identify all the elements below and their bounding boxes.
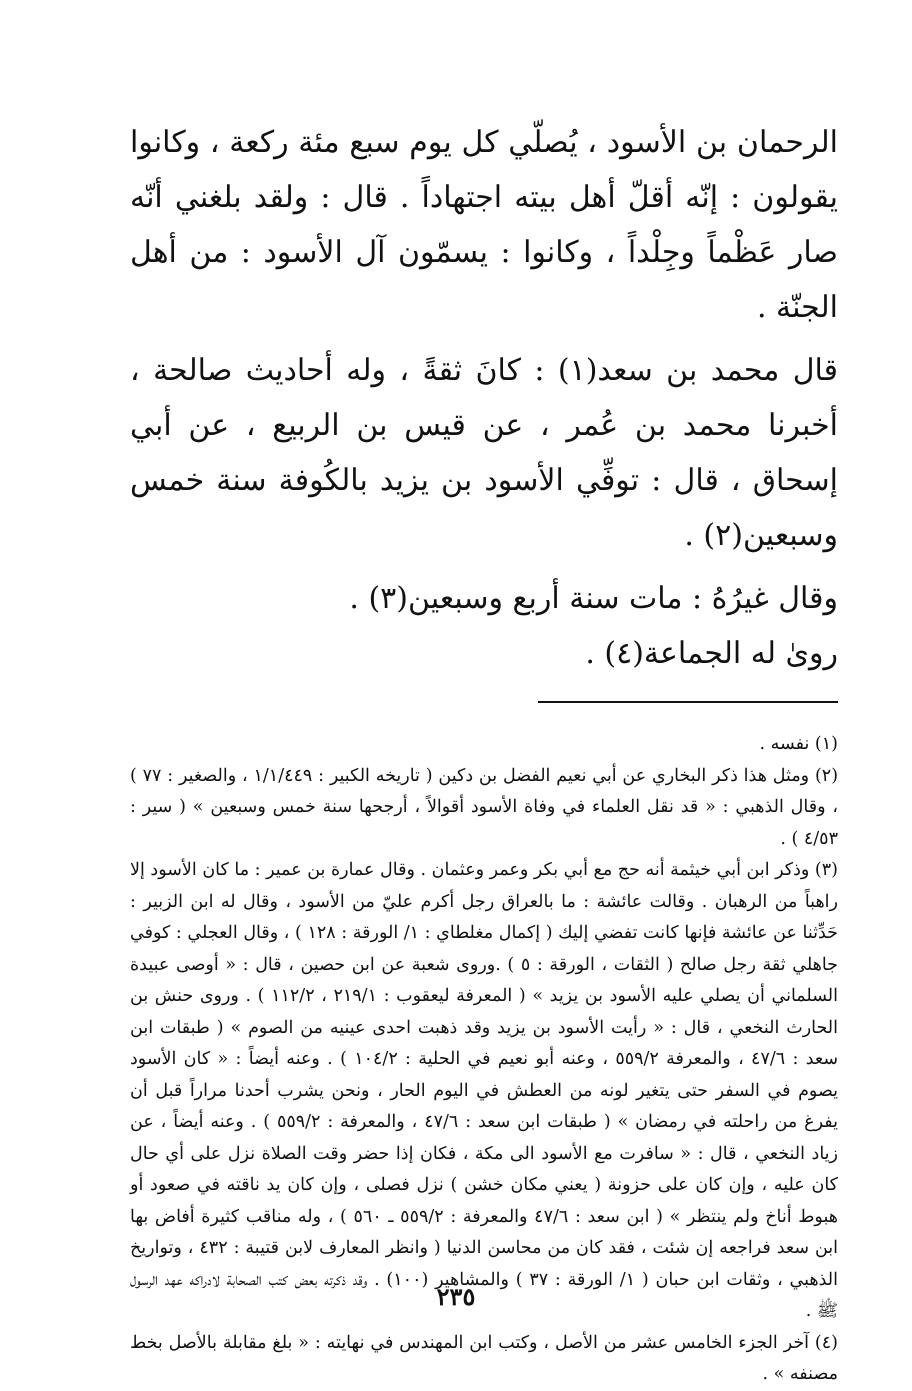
main-paragraph-4: روىٰ له الجماعة(٤) . bbox=[585, 636, 838, 671]
main-paragraph-3: وقال غيرُهُ : مات سنة أربع وسبعين(٣) . bbox=[349, 581, 838, 616]
page-body bbox=[130, 115, 838, 1391]
main-text bbox=[130, 115, 838, 681]
footnote-4: (٤) آخر الجزء الخامس عشر من الأصل ، وكتب ابن المهندس في نهايته : « بلغ مقابلة بالأصل بخط مصنفه » . bbox=[130, 1332, 838, 1384]
footnote-1: (١) نفسه . bbox=[759, 734, 838, 754]
main-paragraph-1: الرحمان بن الأسود ، يُصلّي كل يوم سبع مئة ركعة ، وكانوا يقولون : إنّه أقلّ أهل بيته اجتهاداً . قال : ولقد بلغني أنّه صار عَظْماً وجِلْداً ، وكانوا : يسمّون آل الأسود : من أهل الجنّة . bbox=[130, 125, 838, 325]
footnote-separator bbox=[538, 701, 838, 703]
main-paragraph-2: قال محمد بن سعد(١) : كانَ ثقةً ، وله أحاديث صالحة ، أخبرنا محمد بن عُمر ، عن قيس بن الربيع ، عن أبي إسحاق ، قال : توفِّي الأسود بن يزيد بالكُوفة سنة خمس وسبعين(٢) . bbox=[130, 353, 838, 553]
footnote-3: (٣) وذكر ابن أبي خيثمة أنه حج مع أبي بكر وعمر وعثمان . وقال عمارة بن عمير : ما كان الأسود إلا راهباً من الرهبان . وقالت عائشة : ما بالعراق رجل أكرم عليّ من الأسود ، وقال له ابن الزبير : حَدِّثنا عن عائشة فإنها كانت تفضي إليك ( إكمال مغلطاي : ١/ الورقة : ١٢٨ ) ، وقال العجلي : كوفي جاهلي ثقة رجل صالح ( الثقات ، الورقة : ٥ ) .وروى شعبة عن ابن حصين ، قال : « أوصى عبيدة السلماني أن يصلي عليه الأسود بن يزيد » ( المعرفة ليعقوب : ٢١٩/١ ، ١١٢/٢ ) . وروى حنش بن الحارث النخعي ، قال : « رأيت الأسود بن يزيد وقد ذهبت احدى عينيه من الصوم » ( طبقات ابن سعد : ٤٧/٦ ، والمعرفة ٥٥٩/٢ ، وعنه أبو نعيم في الحلية : ١٠٤/٢ ) . وعنه أيضاً : « كان الأسود يصوم في السفر حتى يتغير لونه من العطش في اليوم الحار ، ونحن يشرب أحدنا مراراً قبل أن يفرغ من راحلته في رمضان » ( طبقات ابن سعد : ٤٧/٦ ، والمعرفة : ٥٥٩/٢ ) . وعنه أيضاً ، عن زياد النخعي ، قال : « سافرت مع الأسود الى مكة ، فكان إذا حضر وقت الصلاة نزل على أي حال كان عليه ، وإن كان على حزونة ( يعني مكان خشن ) نزل فصلى ، وإن كان يد ناقته في صعود أو هبوط أناخ ولم ينتظر » ( ابن سعد : ٤٧/٦ والمعرفة : ٥٥٩/٢ ـ ٥٦٠ ) ، وله مناقب كثيرة أفاض بها ابن سعد فراجعه إن شئت ، فقد كان من محاسن الدنيا ( وانظر المعارف لابن قتيبة : ٤٣٢ ، وتواريخ الذهبي ، وثقات ابن حبان ( ١/ الورقة : ٣٧ ) والمشاهير (١٠٠) . وقد ذكرته بعض كتب الصحابة لادراكه عهد الرسول ﷺ . bbox=[130, 860, 839, 1321]
page-number: ٢٣٥ bbox=[436, 1282, 476, 1311]
footnote-2: (٢) ومثل هذا ذكر البخاري عن أبي نعيم الفضل بن دكين ( تاريخه الكبير : ١/١/٤٤٩ ، والصغير : ٧٧ ) ، وقال الذهبي : « قد نقل العلماء في وفاة الأسود أقوالاً ، أرجحها سنة خمس وسبعين » ( سير : ٤/٥٣ ) . bbox=[130, 765, 839, 849]
